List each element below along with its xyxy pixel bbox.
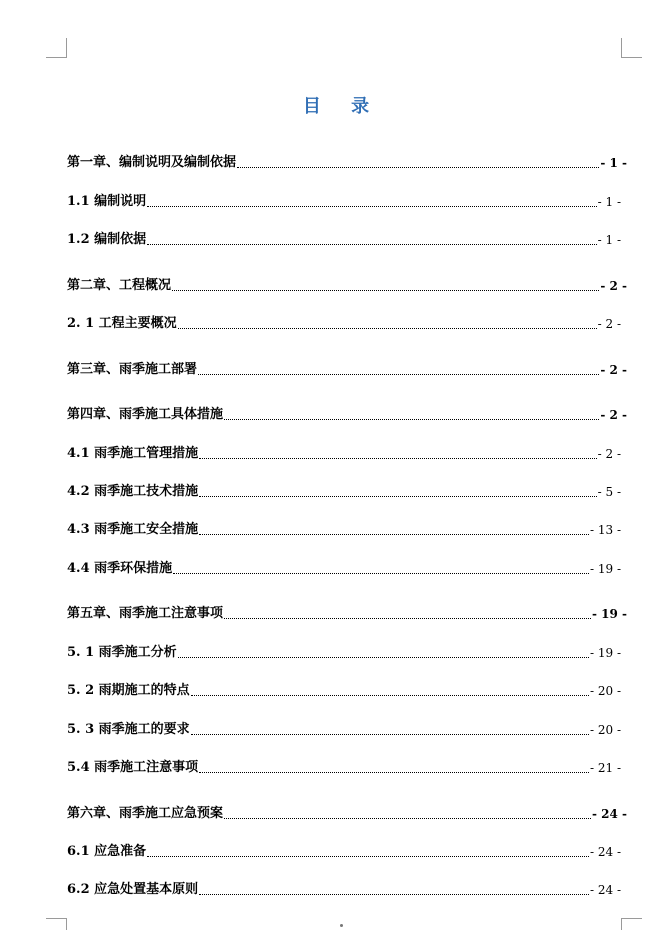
dot-leader	[199, 893, 589, 895]
toc-entry-chapter-1[interactable]	[67, 151, 627, 171]
dot-leader	[191, 733, 589, 735]
toc-entry-page: - 19 -	[589, 646, 621, 660]
toc-entry-page: - 1 -	[597, 233, 621, 247]
toc-entry-page: - 2 -	[597, 447, 621, 461]
toc-entry-label: 5. 2 雨期施工的特点	[67, 683, 190, 698]
crop-mark-top-left	[66, 38, 67, 58]
toc-entry-4-1[interactable]	[67, 442, 621, 462]
toc-entry-page: - 24 -	[589, 845, 621, 859]
toc-entry-5-2[interactable]	[67, 679, 621, 699]
crop-mark-bottom-right	[621, 918, 622, 930]
dot-leader	[199, 771, 589, 773]
dot-leader	[199, 457, 596, 459]
dot-leader	[224, 617, 591, 619]
dot-leader	[172, 289, 599, 291]
dot-leader	[147, 205, 596, 207]
toc-entry-4-4[interactable]	[67, 557, 621, 577]
toc-entry-label: 4.2 雨季施工技术措施	[67, 484, 199, 499]
dot-leader	[199, 533, 589, 535]
toc-entry-1-2[interactable]	[67, 228, 621, 248]
toc-entry-label: 6.1 应急准备	[67, 844, 147, 859]
toc-entry-1-1[interactable]	[67, 190, 621, 210]
toc-entry-page: - 13 -	[589, 523, 621, 537]
toc-title: 目 录	[302, 96, 382, 117]
toc-entry-label: 1.1 编制说明	[67, 194, 147, 209]
toc-entry-label: 第六章、雨季施工应急预案	[67, 806, 224, 821]
dot-leader	[173, 572, 589, 574]
toc-entry-chapter-6[interactable]	[67, 802, 627, 822]
dot-leader	[198, 373, 599, 375]
toc-entry-6-2[interactable]	[67, 878, 621, 898]
toc-entry-page: - 2 -	[597, 317, 621, 331]
toc-entry-page: - 2 -	[600, 279, 627, 293]
toc-entry-page: - 19 -	[589, 562, 621, 576]
toc-entry-chapter-3[interactable]	[67, 358, 627, 378]
dot-leader	[178, 327, 597, 329]
toc-entry-label: 6.2 应急处置基本原则	[67, 882, 199, 897]
toc-entry-4-3[interactable]	[67, 518, 621, 538]
toc-entry-label: 2. 1 工程主要概况	[67, 316, 177, 331]
page-mark	[340, 924, 343, 927]
dot-leader	[224, 817, 591, 819]
toc-entry-page: - 24 -	[589, 883, 621, 897]
toc-entry-label: 4.4 雨季环保措施	[67, 561, 173, 576]
toc-entry-5-1[interactable]	[67, 641, 621, 661]
toc-entry-label: 5. 1 雨季施工分析	[67, 645, 177, 660]
toc-entry-page: - 20 -	[589, 723, 621, 737]
toc-entry-page: - 5 -	[597, 485, 621, 499]
crop-mark-top-right	[621, 38, 622, 58]
toc-entry-page: - 21 -	[589, 761, 621, 775]
toc-entry-label: 5. 3 雨季施工的要求	[67, 722, 190, 737]
toc-entry-chapter-2[interactable]	[67, 274, 627, 294]
toc-entry-label: 1.2 编制依据	[67, 232, 147, 247]
dot-leader	[147, 243, 596, 245]
dot-leader	[237, 166, 599, 168]
crop-mark-top-left	[46, 57, 67, 58]
crop-mark-bottom-left	[66, 918, 67, 930]
toc-entry-label: 第五章、雨季施工注意事项	[67, 606, 224, 621]
toc-entry-5-3[interactable]	[67, 718, 621, 738]
dot-leader	[178, 656, 589, 658]
toc-entry-page: - 20 -	[589, 684, 621, 698]
toc-entry-2-1[interactable]	[67, 312, 621, 332]
toc-entry-label: 第二章、工程概况	[67, 278, 172, 293]
toc-entry-label: 5.4 雨季施工注意事项	[67, 760, 199, 775]
toc-entry-chapter-4[interactable]	[67, 403, 627, 423]
crop-mark-bottom-left	[46, 918, 67, 919]
toc-entry-label: 第四章、雨季施工具体措施	[67, 407, 224, 422]
toc-entry-page: - 1 -	[597, 195, 621, 209]
dot-leader	[147, 855, 589, 857]
toc-entry-label: 4.1 雨季施工管理措施	[67, 446, 199, 461]
dot-leader	[224, 418, 599, 420]
toc-entry-6-1[interactable]	[67, 840, 621, 860]
dot-leader	[191, 694, 589, 696]
toc-entry-5-4[interactable]	[67, 756, 621, 776]
crop-mark-bottom-right	[621, 918, 642, 919]
crop-mark-top-right	[621, 57, 642, 58]
toc-entry-label: 第一章、编制说明及编制依据	[67, 155, 237, 170]
toc-entry-page: - 2 -	[600, 408, 627, 422]
toc-entry-4-2[interactable]	[67, 480, 621, 500]
toc-entry-label: 4.3 雨季施工安全措施	[67, 522, 199, 537]
toc-entry-page: - 1 -	[600, 156, 627, 170]
toc-entry-page: - 2 -	[600, 363, 627, 377]
toc-entry-label: 第三章、雨季施工部署	[67, 362, 198, 377]
dot-leader	[199, 495, 596, 497]
toc-entry-page: - 19 -	[591, 607, 627, 621]
toc-entry-chapter-5[interactable]	[67, 602, 627, 622]
toc-entry-page: - 24 -	[591, 807, 627, 821]
